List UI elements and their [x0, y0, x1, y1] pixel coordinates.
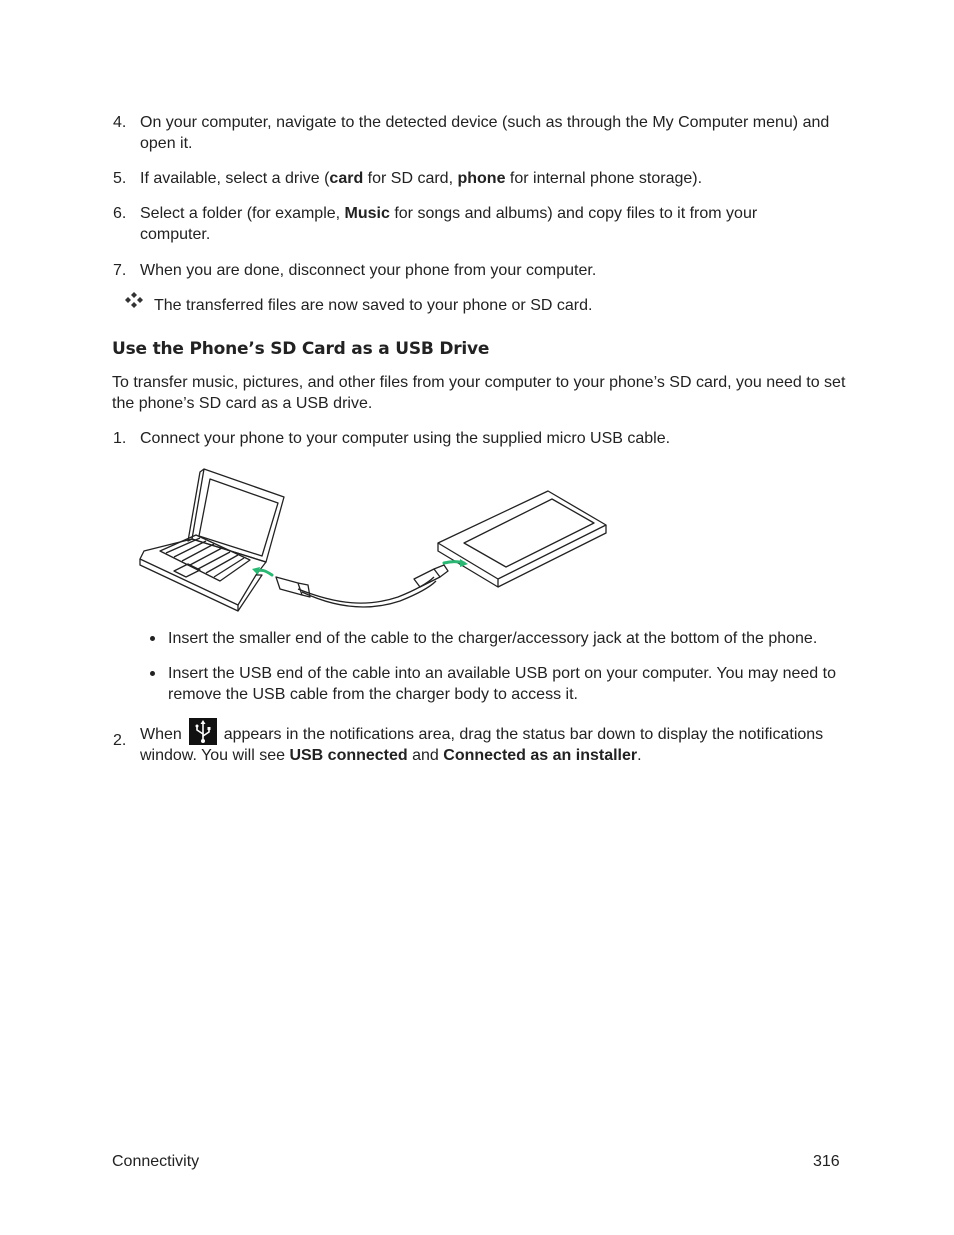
section-heading: Use the Phone’s SD Card as a USB Drive [112, 339, 490, 359]
step-number: 5. [113, 170, 127, 187]
step-number: 6. [113, 205, 127, 222]
bullet-icon [150, 636, 155, 641]
laptop-phone-usb-illustration [138, 465, 610, 613]
step-text: When you are done, disconnect your phone from your computer. [140, 262, 597, 279]
step-text: Select a folder (for example, Music for songs and albums) and copy files to it from your computer. [140, 205, 758, 243]
footer-section: Connectivity [112, 1153, 200, 1170]
bullet-text: Insert the smaller end of the cable to the charger/accessory jack at the bottom of the phone. [168, 630, 818, 647]
step-text: On your computer, navigate to the detected device (such as through the My Computer menu) and open it. [140, 114, 830, 152]
step-text: If available, select a drive (card for SD card, phone for internal phone storage). [140, 170, 703, 187]
step-text: Connect your phone to your computer using the supplied micro USB cable. [140, 430, 671, 447]
intro-paragraph: To transfer music, pictures, and other files from your computer to your phone’s SD card, you need to set the phone’s SD card as a USB drive. [112, 374, 846, 412]
usb-icon [189, 718, 217, 745]
step-number: 7. [113, 262, 127, 279]
bullet-icon [150, 671, 155, 676]
footer-page-number: 316 [813, 1153, 840, 1170]
step-number: 2. [113, 732, 127, 749]
diamond-cluster-icon [125, 292, 143, 308]
bullet-text: Insert the USB end of the cable into an available USB port on your computer. You may need to remove the USB cable from the charger body to access it. [168, 665, 836, 703]
step-number: 4. [113, 114, 127, 131]
step-number: 1. [113, 430, 127, 447]
step-text: When appears in the notifications area, drag the status bar down to display the notifications window. You will see USB connected and Connected as an installer. [140, 718, 845, 766]
result-text: The transferred files are now saved to your phone or SD card. [154, 297, 593, 314]
